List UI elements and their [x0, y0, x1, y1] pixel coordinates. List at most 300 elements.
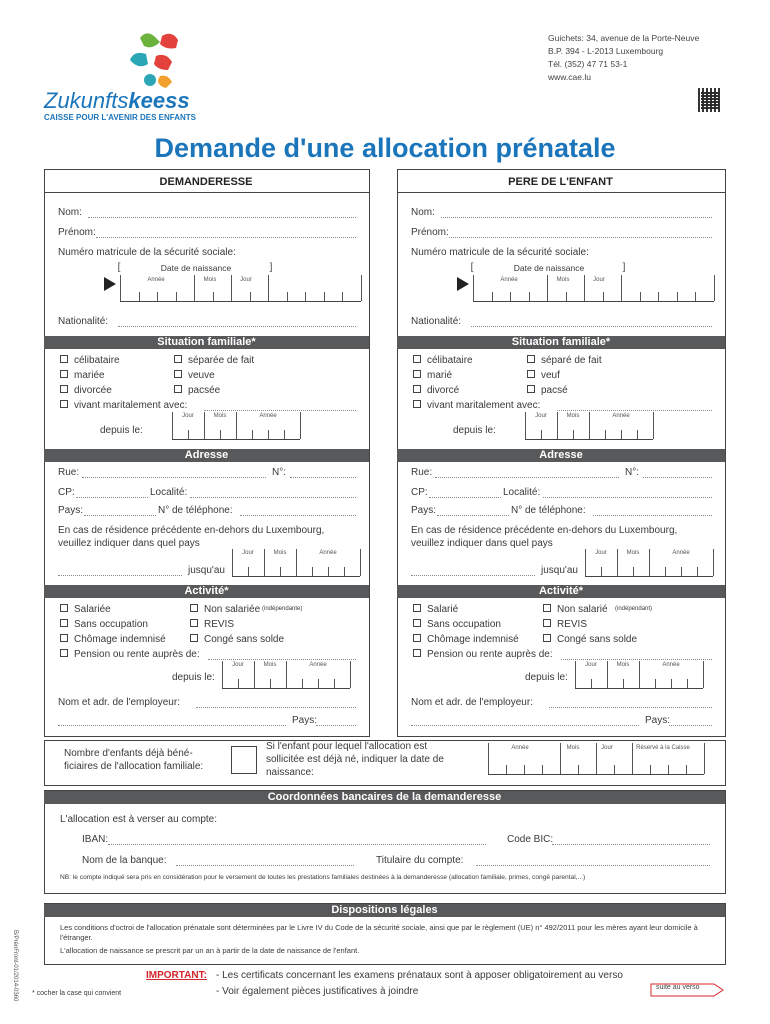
activite-left-2-option	[60, 634, 166, 646]
situation-right-0-checkbox[interactable]	[527, 355, 535, 363]
depuis-cell-sep	[252, 430, 253, 439]
matricule-cell-sep	[287, 292, 288, 301]
depuis-cell-sep	[557, 412, 558, 439]
dob-day-label: Jour	[593, 277, 605, 283]
pension-cell-sep	[607, 661, 608, 688]
dob-day-label: Jour	[240, 277, 252, 283]
situation-title: Situation familiale*	[44, 336, 369, 349]
activite-right-2-checkbox[interactable]	[190, 634, 198, 642]
depuis-cell-sep	[573, 430, 574, 439]
depuis-cell-sep	[268, 430, 269, 439]
pays-residence-field[interactable]	[58, 575, 182, 576]
pension-option	[413, 649, 553, 661]
child-born-label-2: sollicitée est déjà né, indiquer la date de	[266, 754, 444, 765]
child-dob-year: Année	[511, 745, 529, 751]
situation-right-1-option	[527, 370, 560, 382]
arrow-icon	[104, 277, 116, 291]
activite-left-0-checkbox[interactable]	[413, 604, 421, 612]
situation-right-2-label: pacsé	[541, 385, 568, 396]
child-dob-cell-sep	[578, 765, 579, 774]
matricule-cell-sep	[492, 292, 493, 301]
depuis-cell-sep	[653, 412, 654, 439]
pension-cell-sep	[687, 679, 688, 688]
pension-annee: Année	[662, 662, 680, 668]
no-label: N°:	[625, 467, 639, 478]
depuis-cell-sep	[621, 430, 622, 439]
no-label: N°:	[272, 467, 286, 478]
situation-right-1-label: veuve	[188, 370, 215, 381]
depuis-cell-sep[interactable]	[525, 412, 526, 439]
activite-right-0-option	[543, 604, 608, 616]
activite-title: Activité*	[44, 585, 369, 598]
nom-field[interactable]	[88, 217, 356, 218]
matricule-label: Numéro matricule de la sécurité sociale:	[411, 247, 589, 258]
matricule-baseline	[120, 301, 361, 302]
page-title: Demande d'une allocation prénatale	[154, 133, 616, 163]
pays-label: Pays:	[411, 505, 437, 516]
activite-right-0-checkbox[interactable]	[543, 604, 551, 612]
depuis-cell-sep	[541, 430, 542, 439]
matricule-cell-sep	[603, 292, 604, 301]
employeur-field-2[interactable]	[58, 725, 286, 726]
depuis-mois: Mois	[566, 413, 580, 419]
vivant-checkbox[interactable]	[60, 400, 68, 408]
bank-name-field[interactable]	[176, 865, 354, 866]
matricule-cell-sep	[621, 275, 622, 301]
employeur-label: Nom et adr. de l'employeur:	[411, 697, 533, 708]
pension-cell-sep	[302, 679, 303, 688]
depuis-cell-sep[interactable]	[172, 412, 173, 439]
jusquau-label: jusqu'au	[541, 565, 578, 576]
jusquau-cell-sep	[633, 567, 634, 576]
jusquau-annee: Année	[672, 550, 690, 556]
situation-left-2-option	[413, 385, 459, 397]
jusquau-cell-sep	[665, 567, 666, 576]
pension-cell-sep	[703, 661, 704, 688]
bic-label: Code BIC:	[507, 834, 554, 845]
reserved-caisse: Réservé à la Caisse	[636, 745, 690, 751]
matricule-cell-sep	[324, 292, 325, 301]
depuis-cell-sep	[236, 412, 237, 439]
depuis-annee: Année	[259, 413, 277, 419]
nationalite-field[interactable]	[471, 326, 712, 327]
situation-left-0-checkbox[interactable]	[413, 355, 421, 363]
pension-cell-sep	[254, 661, 255, 688]
side-code: B/PrénFront-01/2014-0360	[12, 930, 18, 1002]
jusquau-mois: Mois	[626, 550, 640, 556]
pays2-field[interactable]	[669, 725, 712, 726]
depuis-cell-sep	[220, 430, 221, 439]
depuis-jour: Jour	[182, 413, 194, 419]
activite-left-1-checkbox[interactable]	[413, 619, 421, 627]
activite-left-0-option	[413, 604, 458, 616]
children-count-label-1: Nombre d'enfants déjà béné-	[64, 748, 193, 759]
no-field[interactable]	[290, 477, 356, 478]
qr-code	[698, 88, 722, 112]
pays-field[interactable]	[84, 515, 156, 516]
activite-left-0-option	[60, 604, 111, 616]
child-dob-cell-sep	[704, 743, 705, 774]
activite-right-1-option	[543, 619, 587, 631]
jusquau-annee: Année	[319, 550, 337, 556]
situation-left-2-checkbox[interactable]	[413, 385, 421, 393]
situation-left-2-label: divorcé	[427, 385, 460, 396]
jusquau-cell-sep	[312, 567, 313, 576]
child-born-label-1: Si l'enfant pour lequel l'allocation est	[266, 741, 428, 752]
situation-title: Situation familiale*	[397, 336, 725, 349]
matricule-cell-sep	[231, 275, 232, 301]
pension-cell-sep	[591, 679, 592, 688]
dob-year-label: Année	[500, 277, 518, 283]
activite-right-1-label: REVIS	[204, 619, 235, 630]
org-address: Guichets: 34, avenue de la Porte-Neuve B.P. 394 - L-2013 Luxembourg Tél. (352) 47 71 53-1 www.cae.lu	[548, 33, 700, 82]
activite-title: Activité*	[397, 585, 725, 598]
depuis-baseline	[172, 439, 300, 440]
activite-right-0-checkbox[interactable]	[190, 604, 198, 612]
child-dob-month: Mois	[566, 745, 580, 751]
matricule-cell-sep	[658, 292, 659, 301]
pension-cell-sep[interactable]	[575, 661, 576, 688]
tel-field[interactable]	[240, 515, 356, 516]
pension-jour: Jour	[232, 662, 244, 668]
pension-cell-sep	[350, 661, 351, 688]
employeur-field[interactable]	[196, 707, 356, 708]
situation-left-2-checkbox[interactable]	[60, 385, 68, 393]
rue-label: Rue:	[58, 467, 80, 478]
prenom-field[interactable]	[449, 237, 712, 238]
prenom-label: Prénom:	[58, 227, 96, 238]
jusquau-cell-sep[interactable]	[585, 549, 586, 576]
pension-checkbox[interactable]	[60, 649, 68, 657]
activite-right-2-label: Congé sans solde	[204, 634, 285, 645]
pension-mois: Mois	[263, 662, 277, 668]
localite-label: Localité:	[150, 487, 188, 498]
child-dob-cell-sep	[488, 743, 489, 774]
child-dob-baseline	[488, 774, 704, 775]
situation-left-0-option	[60, 355, 120, 367]
matricule-cell-sep	[640, 292, 641, 301]
matricule-cell-sep	[529, 292, 530, 301]
tel-label: N° de téléphone:	[158, 505, 233, 516]
tel-field[interactable]	[593, 515, 712, 516]
residence-line-1: En cas de résidence précédente en-dehors du Luxembourg,	[411, 525, 678, 536]
nom-field[interactable]	[441, 217, 712, 218]
matricule-cell-sep	[547, 275, 548, 301]
activite-right-0-option	[190, 604, 260, 616]
activite-right-0-label: Non salarié	[557, 604, 608, 615]
cp-field[interactable]	[429, 497, 501, 498]
activite-right-1-checkbox[interactable]	[190, 619, 198, 627]
child-dob-cell-sep	[632, 743, 633, 774]
prenom-field[interactable]	[96, 237, 356, 238]
prenom-label: Prénom:	[411, 227, 449, 238]
employeur-field-2[interactable]	[411, 725, 639, 726]
localite-field[interactable]	[190, 497, 356, 498]
matricule-cell-sep	[566, 292, 567, 301]
matricule-baseline	[473, 301, 714, 302]
situation-right-2-option	[174, 385, 220, 397]
activite-left-1-label: Sans occupation	[427, 619, 501, 630]
pension-field[interactable]	[208, 659, 356, 660]
situation-right-0-checkbox[interactable]	[174, 355, 182, 363]
jusquau-cell-sep	[601, 567, 602, 576]
children-count-label-2: ficiaires de l'allocation familiale:	[64, 761, 204, 772]
pension-label: Pension ou rente auprès de:	[74, 649, 200, 660]
situation-right-1-label: veuf	[541, 370, 560, 381]
pension-mois: Mois	[616, 662, 630, 668]
situation-right-0-option	[174, 355, 254, 367]
adresse-title: Adresse	[397, 449, 725, 462]
cp-field[interactable]	[76, 497, 148, 498]
matricule-cell-sep[interactable]	[473, 275, 474, 301]
dob-bracket-right: ]	[269, 262, 273, 273]
jusquau-baseline	[232, 576, 360, 577]
situation-right-0-option	[527, 355, 602, 367]
activite-left-1-option	[413, 619, 501, 631]
dob-bracket-left: [	[117, 262, 121, 273]
depuis-cell-sep	[284, 430, 285, 439]
matricule-cell-sep	[139, 292, 140, 301]
matricule-cell-sep	[361, 275, 362, 301]
child-dob-cell-sep	[686, 765, 687, 774]
depuis-label: depuis le:	[100, 425, 143, 436]
activite-left-1-checkbox[interactable]	[60, 619, 68, 627]
jusquau-cell-sep	[280, 567, 281, 576]
jusquau-cell-sep	[617, 549, 618, 576]
pays-label: Pays:	[58, 505, 84, 516]
vivant-checkbox[interactable]	[413, 400, 421, 408]
arrow-icon	[457, 277, 469, 291]
depuis-annee: Année	[612, 413, 630, 419]
child-dob-cell-sep	[506, 765, 507, 774]
activite-left-0-label: Salariée	[74, 604, 111, 615]
pays2-label: Pays:	[645, 715, 671, 726]
child-dob-cell-sep	[614, 765, 615, 774]
jusquau-jour: Jour	[242, 550, 254, 556]
pension-depuis-label: depuis le:	[172, 672, 215, 683]
jusquau-cell-sep[interactable]	[232, 549, 233, 576]
vivant-option	[60, 400, 187, 412]
activite-left-2-checkbox[interactable]	[60, 634, 68, 642]
important-line-1: - Les certificats concernant les examens prénataux sont à apposer obligatoirement au verso	[216, 970, 623, 981]
pension-cell-sep[interactable]	[222, 661, 223, 688]
activite-right-1-checkbox[interactable]	[543, 619, 551, 627]
situation-right-1-option	[174, 370, 215, 382]
jusquau-label: jusqu'au	[188, 565, 225, 576]
activite-left-0-label: Salarié	[427, 604, 459, 615]
situation-right-1-checkbox[interactable]	[527, 370, 535, 378]
activite-left-2-option	[413, 634, 519, 646]
rue-label: Rue:	[411, 467, 433, 478]
matricule-cell-sep	[305, 292, 306, 301]
activite-right-2-label: Congé sans solde	[557, 634, 638, 645]
pension-cell-sep	[270, 679, 271, 688]
indep-note: (indépendant)	[615, 606, 653, 612]
dob-month-label: Mois	[556, 277, 570, 283]
situation-left-1-checkbox[interactable]	[60, 370, 68, 378]
jusquau-jour: Jour	[595, 550, 607, 556]
activite-left-0-checkbox[interactable]	[60, 604, 68, 612]
child-dob-cell-sep	[668, 765, 669, 774]
column-header: PERE DE L'ENFANT	[508, 176, 613, 188]
rue-field[interactable]	[435, 477, 619, 478]
depuis-mois: Mois	[213, 413, 227, 419]
matricule-cell-sep[interactable]	[120, 275, 121, 301]
jusquau-cell-sep	[681, 567, 682, 576]
pension-cell-sep	[623, 679, 624, 688]
cp-label: CP:	[58, 487, 75, 498]
iban-label: IBAN:	[82, 834, 109, 845]
cocher-note: * cocher la case qui convient	[32, 990, 122, 997]
children-count-box[interactable]	[231, 746, 257, 774]
vivant-field[interactable]	[204, 410, 356, 411]
pays2-label: Pays:	[292, 715, 318, 726]
important-label: IMPORTANT:	[146, 970, 207, 981]
legal-title: Dispositions légales	[44, 904, 725, 917]
child-born-label-3: naissance:	[266, 767, 314, 778]
indep-note: (indépendante)	[262, 606, 303, 612]
bank-name-label: Nom de la banque:	[82, 855, 167, 866]
pays2-field[interactable]	[316, 725, 356, 726]
jusquau-cell-sep	[713, 549, 714, 576]
bank-nb: NB: le compte indiqué sera pris en considération pour le versement de toutes les prestations familiales destinées à la demanderesse (allocation familiale, primes, congé parental,...)	[60, 874, 586, 881]
nom-label: Nom:	[58, 207, 82, 218]
bank-title: Coordonnées bancaires de la demanderesse	[44, 791, 725, 804]
holder-label: Titulaire du compte:	[376, 855, 464, 866]
pension-depuis-label: depuis le:	[525, 672, 568, 683]
nationalite-label: Nationalité:	[411, 316, 462, 327]
pension-jour: Jour	[585, 662, 597, 668]
pension-checkbox[interactable]	[413, 649, 421, 657]
holder-field[interactable]	[476, 865, 710, 866]
activite-left-2-checkbox[interactable]	[413, 634, 421, 642]
pension-annee: Année	[309, 662, 327, 668]
important-line-2: - Voir également pièces justificatives à joindre	[216, 986, 419, 997]
vivant-label: vivant maritalement avec:	[427, 400, 541, 411]
no-field[interactable]	[643, 477, 712, 478]
pension-cell-sep	[334, 679, 335, 688]
pension-baseline	[222, 688, 350, 689]
jusquau-cell-sep	[649, 549, 650, 576]
situation-left-0-checkbox[interactable]	[60, 355, 68, 363]
dob-bracket-left: [	[470, 262, 474, 273]
pension-label: Pension ou rente auprès de:	[427, 649, 553, 660]
cp-label: CP:	[411, 487, 428, 498]
activite-right-2-option	[190, 634, 284, 646]
dob-label: Date de naissance	[513, 263, 585, 273]
depuis-cell-sep	[605, 430, 606, 439]
jusquau-mois: Mois	[273, 550, 287, 556]
pays-residence-field[interactable]	[411, 575, 535, 576]
residence-line-2: veuillez indiquer dans quel pays	[58, 538, 200, 549]
jusquau-cell-sep	[264, 549, 265, 576]
situation-right-2-option	[527, 385, 568, 397]
activite-right-0-label: Non salariée	[204, 604, 261, 615]
matricule-cell-sep	[157, 292, 158, 301]
suite-au-verso[interactable]	[650, 983, 724, 997]
matricule-cell-sep	[250, 292, 251, 301]
jusquau-baseline	[585, 576, 713, 577]
depuis-cell-sep	[300, 412, 301, 439]
iban-field[interactable]	[108, 844, 486, 845]
depuis-jour: Jour	[535, 413, 547, 419]
pension-cell-sep	[318, 679, 319, 688]
pension-cell-sep	[286, 661, 287, 688]
depuis-label: depuis le:	[453, 425, 496, 436]
matricule-cell-sep	[194, 275, 195, 301]
situation-right-2-checkbox[interactable]	[527, 385, 535, 393]
bic-field[interactable]	[552, 844, 710, 845]
situation-left-1-checkbox[interactable]	[413, 370, 421, 378]
activite-left-1-label: Sans occupation	[74, 619, 148, 630]
residence-line-2: veuillez indiquer dans quel pays	[411, 538, 553, 549]
child-dob-cell-sep	[560, 743, 561, 774]
situation-right-2-checkbox[interactable]	[174, 385, 182, 393]
situation-left-0-label: célibataire	[427, 355, 473, 366]
child-dob-day: Jour	[601, 745, 613, 751]
pays-field[interactable]	[437, 515, 509, 516]
rue-field[interactable]	[82, 477, 266, 478]
nationalite-field[interactable]	[118, 326, 356, 327]
pension-cell-sep	[639, 661, 640, 688]
pension-baseline	[575, 688, 703, 689]
activite-right-2-checkbox[interactable]	[543, 634, 551, 642]
situation-right-1-checkbox[interactable]	[174, 370, 182, 378]
activite-left-2-label: Chômage indemnisé	[74, 634, 166, 645]
matricule-cell-sep	[213, 292, 214, 301]
pension-option	[60, 649, 200, 661]
vivant-option	[413, 400, 540, 412]
depuis-cell-sep	[589, 412, 590, 439]
matricule-cell-sep	[342, 292, 343, 301]
jusquau-cell-sep	[248, 567, 249, 576]
child-dob-cell-sep	[596, 743, 597, 774]
dob-month-label: Mois	[203, 277, 217, 283]
matricule-cell-sep	[176, 292, 177, 301]
matricule-label: Numéro matricule de la sécurité sociale:	[58, 247, 236, 258]
tel-label: N° de téléphone:	[511, 505, 586, 516]
depuis-cell-sep	[204, 412, 205, 439]
logo-wordmark: Zukunftskeess	[44, 88, 190, 113]
situation-left-1-label: marié	[427, 370, 453, 381]
vivant-field[interactable]	[557, 410, 712, 411]
situation-right-2-label: pacsée	[188, 385, 221, 396]
vivant-label: vivant maritalement avec:	[74, 400, 188, 411]
child-dob-cell-sep	[650, 765, 651, 774]
adresse-title: Adresse	[44, 449, 369, 462]
nom-label: Nom:	[411, 207, 435, 218]
employeur-field[interactable]	[549, 707, 712, 708]
legal-text-1: Les conditions d'octroi de l'allocation prénatale sont déterminées par le Livre IV du Code de la sécurité sociale, ainsi que par le règlement (UE) n° 492/2011 pour les mères ayant leur domicile à l'étranger.	[60, 923, 698, 943]
localite-field[interactable]	[543, 497, 712, 498]
dob-year-label: Année	[147, 277, 165, 283]
activite-left-1-option	[60, 619, 148, 631]
pension-cell-sep	[238, 679, 239, 688]
residence-line-1: En cas de résidence précédente en-dehors du Luxembourg,	[58, 525, 325, 536]
column-header: DEMANDERESSE	[159, 176, 253, 188]
pension-field[interactable]	[561, 659, 712, 660]
logo	[120, 30, 200, 92]
situation-left-1-option	[413, 370, 452, 382]
bank-verser: L'allocation est à verser au compte:	[60, 814, 217, 825]
pension-cell-sep	[655, 679, 656, 688]
activite-right-1-label: REVIS	[557, 619, 588, 630]
situation-left-2-label: divorcée	[74, 385, 112, 396]
jusquau-cell-sep	[344, 567, 345, 576]
activite-right-1-option	[190, 619, 234, 631]
matricule-cell-sep	[714, 275, 715, 301]
situation-right-0-label: séparé de fait	[541, 355, 602, 366]
